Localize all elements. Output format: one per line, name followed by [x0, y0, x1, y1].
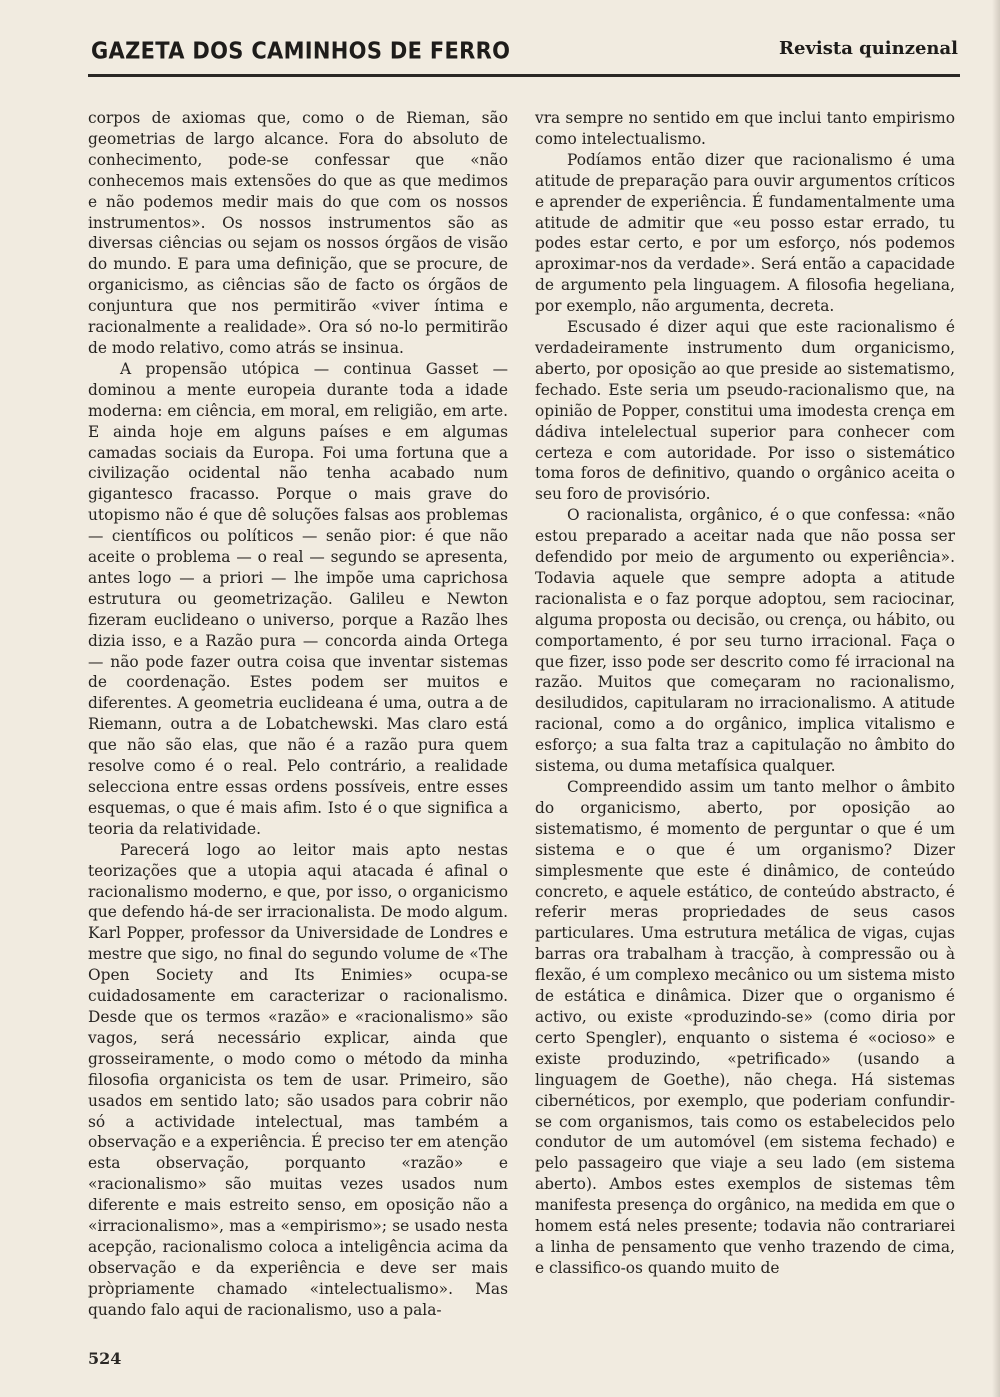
header-rule: [88, 74, 960, 77]
paragraph: Podíamos então dizer que racionalismo é uma atitude de preparação para ouvir argumentos críticos e aprender de experiência. É fundamentalmente uma atitude de admitir que «eu posso estar errado, tu podes estar certo, e por um esforço, nós podemos aproximar-nos da verdade». Será então a capacidade de argumento pela linguagem. A filosofia hegeliana, por exemplo, não argumenta, decreta.: [535, 150, 955, 316]
page-number: 524: [88, 1349, 122, 1368]
running-header: [88, 33, 960, 73]
left-column: [88, 108, 508, 1321]
page-edge-shadow: [992, 0, 1000, 1397]
paragraph: corpos de axiomas que, como o de Rieman, são geometrias de largo alcance. Fora do absoluto de conhecimento, pode-se confessar que «não conhecemos mais extensões do que as que medimos e não podemos medir mais do que com os nossos instrumentos». Os nossos instrumentos são as diversas ciências ou sejam os nossos órgãos de visão do mundo. E para uma definição, que se procure, de organicismo, as ciências são de facto os órgãos de conjuntura que nos permitirão «viver íntima e racionalmente a realidade». Ora só no-lo permitirão de modo relativo, como atrás se insinua.: [88, 109, 508, 357]
paragraph: Escusado é dizer aqui que este racionalismo é verdadeiramente instrumento dum organicismo, aberto, por oposição ao que preside ao sistematismo, fechado. Este seria um pseudo-racionalismo que, na opinião de Popper, constitui uma imodesta crença em dádiva intelelectual superior para conhecer com certeza e com autoridade. Por isso o sistemático toma foros de definitivo, quando o orgânico aceita o seu foro de provisório.: [535, 318, 955, 504]
paragraph: Compreendido assim um tanto melhor o âmbito do organicismo, aberto, por oposição ao sistematismo, é momento de perguntar o que é um sistema e o que é um organismo? Dizer simplesmente que este é dinâmico, de conteúdo concreto, e aquele estático, de conteúdo abstracto, é referir meras propriedades de seus casos particulares. Uma estrutura metálica de vigas, cujas barras ora trabalham à tracção, à compressão ou à flexão, é um complexo mecânico ou um sistema misto de estática e dinâmica. Dizer que o organismo é activo, ou existe «produzindo-se» (como diria por certo Spengler), enquanto o sistema é «ocioso» e existe produzindo, «petrificado» (usando a linguagem de Goethe), não chega. Há sistemas cibernéticos, por exemplo, que poderiam confundir-se com organismos, tais como os estabelecidos pelo condutor de um automóvel (em sistema fechado) e pelo passageiro que viaje a seu lado (em sistema aberto). Ambos estes exemplos de sistemas têm manifesta presença do orgânico, na medida em que o homem está neles presente; todavia não contrariarei a linha de pensamento que venho trazendo de cima, e classifico-os quando muito de: [535, 778, 955, 1277]
journal-subtitle: Revista quinzenal: [779, 38, 958, 59]
paragraph: O racionalista, orgânico, é o que confessa: «não estou preparado a aceitar nada que não possa ser defendido por meio de argumento ou experiência». Todavia aquele que sempre adopta a atitude racionalista e o faz porque adoptou, sem raciocinar, alguma proposta ou decisão, ou crença, ou hábito, ou comportamento, é por seu turno irracional. Faça o que fizer, isso pode ser descrito como fé irracional na razão. Muitos que começaram no racionalismo, desiludidos, capitularam no irracionalismo. A atitude racional, como a do orgânico, implica vitalismo e esforço; a sua falta traz a capitulação no âmbito do sistema, ou duma metafísica qualquer.: [535, 506, 955, 776]
journal-title: GAZETA DOS CAMINHOS DE FERRO: [91, 37, 511, 64]
paragraph: vra sempre no sentido em que inclui tanto empirismo como intelectualismo.: [535, 109, 955, 148]
paragraph: Parecerá logo ao leitor mais apto nestas teorizações que a utopia aqui atacada é afinal o racionalismo moderno, e que, por isso, o organicismo que defendo há-de ser irracionalista. De modo algum. Karl Popper, professor da Universidade de Londres e mestre que sigo, no final do segundo volume de «The Open Society and Its Enimies» ocupa-se cuidadosamente em caracterizar o racionalismo. Desde que os termos «razão» e «racionalismo» são vagos, será necessário explicar, ainda que grosseiramente, o modo como o método da minha filosofia organicista os tem de usar. Primeiro, são usados em sentido lato; são usados para cobrir não só a actividade intelectual, mas também a observação e a experiência. É preciso ter em atenção esta observação, porquanto «razão» e «racionalismo» são muitas vezes usados num diferente e mais estreito senso, em oposição não a «irracionalismo», mas a «empirismo»; se usado nesta acepção, racionalismo coloca a inteligência acima da observação e da experiência e deve ser mais pròpriamente chamado «intelectualismo». Mas quando falo aqui de racionalismo, uso a pala-: [88, 840, 509, 1319]
paragraph: A propensão utópica — continua Gasset — dominou a mente europeia durante toda a idade moderna: em ciência, em moral, em religião, em arte. E ainda hoje em alguns países e em algumas camadas sociais da Europa. Foi uma fortuna que a civilização ocidental não tenha acabado num gigantesco fracasso. Porque o mais grave do utopismo não é que dê soluções falsas aos problemas — científicos ou políticos — senão pior: é que não aceite o problema — o real — segundo se apresenta, antes logo — a priori — lhe impõe uma caprichosa estrutura ou geometrização. Galileu e Newton fizeram euclideano o universo, porque a Razão lhes dizia isso, e a Razão pura — concorda ainda Ortega — não pode fazer outra coisa que inventar sistemas de coordenação. Estes podem ser muitos e diferentes. A geometria euclideana é uma, outra a de Riemann, outra a de Lobatchewski. Mas claro está que não são elas, que não é a razão pura quem resolve como é o real. Pelo contrário, a realidade selecciona entre essas ordens possíveis, entre esses esquemas, o que é mais afim. Isto é o que significa a teoria da relatividade.: [88, 359, 508, 838]
right-column: [535, 108, 955, 1279]
